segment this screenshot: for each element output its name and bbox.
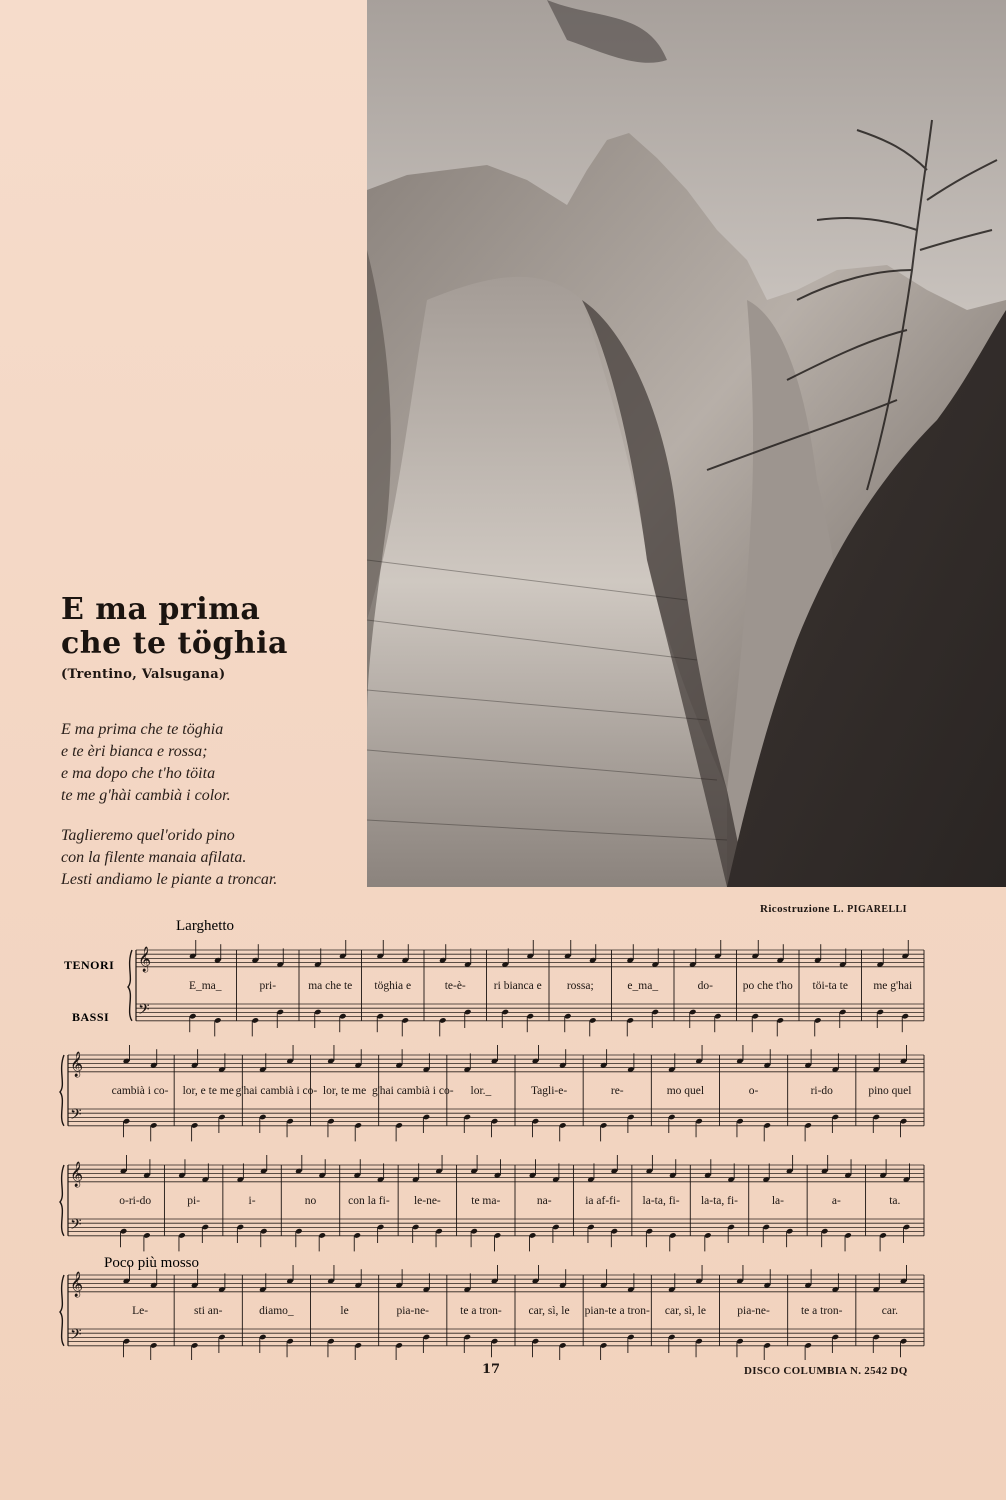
music-score bbox=[56, 910, 936, 1360]
lyric-syllable: Le- bbox=[132, 1305, 149, 1317]
lyric-syllable: e_ma_ bbox=[627, 980, 659, 992]
tempo-poco-piu-mosso: Poco più mosso bbox=[104, 1255, 200, 1271]
lyric-syllable: no bbox=[304, 1195, 317, 1207]
lyric-syllable: la-ta, fi- bbox=[700, 1195, 739, 1207]
lyric-syllable: lor, te me bbox=[322, 1085, 367, 1097]
lyric-syllable: re- bbox=[610, 1085, 624, 1097]
lyric-syllable: pino quel bbox=[868, 1085, 912, 1097]
lyric-syllable: car, sì, le bbox=[528, 1305, 570, 1317]
lyric-syllable: ri-do bbox=[810, 1085, 833, 1097]
system-brace bbox=[60, 1275, 64, 1346]
system-brace bbox=[128, 950, 132, 1021]
lyric-syllable: po che t'ho bbox=[742, 980, 793, 992]
tempo-larghetto: Larghetto bbox=[176, 918, 235, 934]
lyric-syllable: mo quel bbox=[666, 1085, 705, 1097]
treble-clef: 𝄞 bbox=[70, 1052, 84, 1077]
song-region: (Trentino, Valsugana) bbox=[61, 667, 226, 682]
lyric-syllable: lor._ bbox=[470, 1085, 492, 1097]
lyric-syllable: con la fi- bbox=[348, 1195, 390, 1207]
lyric-syllable: le-ne- bbox=[413, 1195, 441, 1207]
lyric-syllable: te-è- bbox=[444, 980, 466, 992]
verse-line: Taglieremo quel'orido pino bbox=[61, 827, 235, 844]
lyric-syllable: g'hai cambià i co- bbox=[235, 1085, 318, 1097]
lyric-syllable: pi- bbox=[187, 1195, 201, 1207]
verse-line: e te èri bianca e rossa; bbox=[61, 743, 208, 760]
lyric-syllable: la-ta, fi- bbox=[642, 1195, 680, 1207]
lyric-syllable: te a tron- bbox=[800, 1305, 843, 1317]
credit-name: PIGARELLI bbox=[847, 904, 907, 915]
lyric-syllable: na- bbox=[536, 1195, 552, 1207]
lyric-syllable: rossa; bbox=[566, 980, 594, 992]
verse-2 bbox=[61, 825, 361, 891]
verse-line: Lesti andiamo le piante a troncar. bbox=[61, 871, 278, 888]
page-number: 17 bbox=[482, 1362, 501, 1377]
lyric-syllable: töghia e bbox=[374, 980, 412, 992]
verse-line: con la filente manaia afilata. bbox=[61, 849, 247, 866]
lyric-syllable: te a tron- bbox=[460, 1305, 502, 1317]
disc-reference: DISCO COLUMBIA N. 2542 DQ bbox=[744, 1365, 908, 1377]
song-title-line2: che te töghia bbox=[61, 626, 288, 661]
lyric-syllable: te ma- bbox=[471, 1195, 501, 1207]
lyric-syllable: o-ri-do bbox=[119, 1195, 152, 1207]
lyric-syllable: lor, e te me bbox=[182, 1085, 234, 1097]
bass-clef: 𝄢 bbox=[70, 1326, 82, 1347]
lyric-syllable: a- bbox=[831, 1195, 841, 1207]
lyric-syllable: pian-te a tron- bbox=[584, 1305, 650, 1317]
song-title bbox=[61, 593, 361, 661]
lyric-syllable: Tagli-e- bbox=[530, 1085, 568, 1097]
lyric-syllable: o- bbox=[748, 1085, 759, 1097]
lyric-syllable: le bbox=[340, 1305, 349, 1317]
lyric-syllable: g'hai cambià i co- bbox=[371, 1085, 454, 1097]
lyric-syllable: sti an- bbox=[194, 1305, 223, 1317]
song-title-line1: E ma prima bbox=[61, 592, 261, 627]
lyric-syllable: ma che te bbox=[308, 980, 353, 992]
system-brace bbox=[60, 1165, 64, 1236]
lyric-syllable: do- bbox=[697, 980, 713, 992]
treble-clef: 𝄞 bbox=[70, 1272, 84, 1297]
lyric-syllable: cambià i co- bbox=[111, 1085, 169, 1097]
lyric-syllable: töi-ta te bbox=[812, 980, 848, 992]
lyric-syllable: i- bbox=[248, 1195, 256, 1207]
bass-clef: 𝄢 bbox=[138, 1001, 150, 1022]
mountain-photo bbox=[367, 0, 1006, 887]
verse-line: e ma dopo che t'ho töita bbox=[61, 765, 216, 782]
lyric-syllable: diamo_ bbox=[259, 1305, 294, 1317]
part-label-tenori: TENORI bbox=[64, 958, 115, 972]
lyric-syllable: ta. bbox=[889, 1195, 901, 1207]
credit-prefix: Ricostruzione L. bbox=[760, 903, 845, 915]
lyric-syllable: ri bianca e bbox=[493, 980, 542, 992]
lyric-syllable: me g'hai bbox=[873, 980, 913, 992]
song-title-block bbox=[61, 593, 361, 682]
verse-line: E ma prima che te töghia bbox=[61, 721, 224, 738]
mountain-photo-image bbox=[367, 0, 1006, 887]
bass-clef: 𝄢 bbox=[70, 1106, 82, 1127]
score-systems bbox=[60, 940, 924, 1360]
lyric-syllable: car, sì, le bbox=[664, 1305, 706, 1317]
lyric-syllable: car. bbox=[881, 1305, 899, 1317]
treble-clef: 𝄞 bbox=[70, 1162, 84, 1187]
score-drawing bbox=[56, 910, 936, 1360]
verse-1 bbox=[61, 719, 361, 807]
lyric-syllable: ia af-fi- bbox=[585, 1195, 621, 1207]
lyric-syllable: la- bbox=[771, 1195, 784, 1207]
verse-line: te me g'hài cambià i color. bbox=[61, 787, 231, 804]
bass-clef: 𝄢 bbox=[70, 1216, 82, 1237]
lyric-syllable: pri- bbox=[259, 980, 277, 992]
lyric-syllable: pia-ne- bbox=[737, 1305, 770, 1317]
part-label-bassi: BASSI bbox=[72, 1010, 110, 1024]
system-brace bbox=[60, 1055, 64, 1126]
lyric-syllable: pia-ne- bbox=[396, 1305, 430, 1317]
treble-clef: 𝄞 bbox=[138, 947, 152, 972]
lyric-syllable: E_ma_ bbox=[188, 980, 222, 992]
